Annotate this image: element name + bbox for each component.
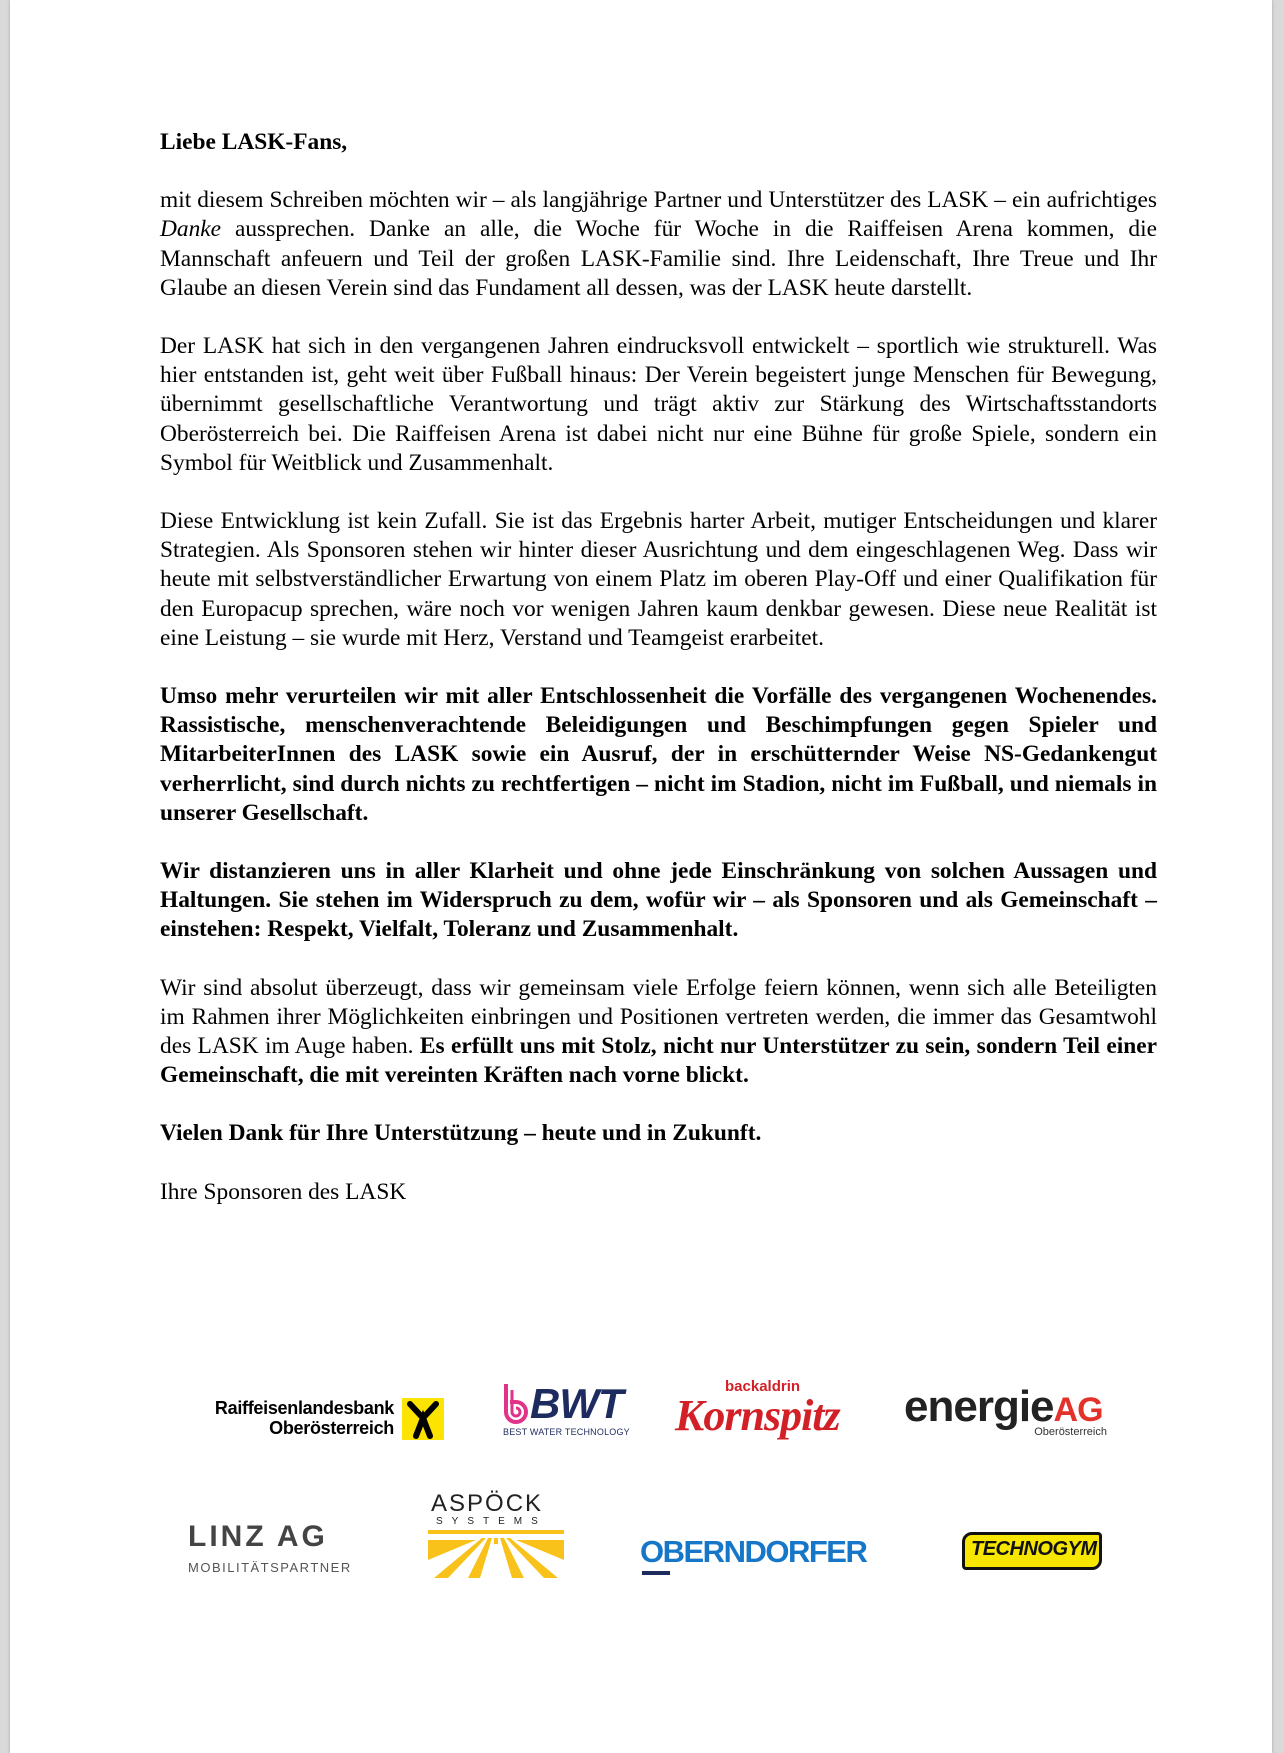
paragraph-6-text-a: Wir sind absolut überzeugt, dass wir gemeinsam viele Erfolge feiern können, wenn sich alle Beteiligten im Rahmen ihrer Möglichkeiten einbringen und Positionen vertreten werden, die immer das Gesamtwohl des LASK im Auge haben. xyxy=(160,974,1157,1060)
paragraph-2: Der LASK hat sich in den vergangenen Jahren eindrucksvoll entwickelt – sportlich wie strukturell. Was hier entstanden ist, geht weit über Fußball hinaus: Der Verein begeistert junge Menschen für Bewegung, übernimmt gesellschaftliche Verantwortung und trägt aktiv zur Stärkung des Wirtschaftsstandorts Oberösterreich bei. Die Raiffeisen Arena ist dabei nicht nur eine Bühne für große Spiele, sondern ein Symbol für Weitblick und Zusammenhalt. xyxy=(160,333,1157,476)
paragraph-5: Wir distanzieren uns in aller Klarheit und ohne jede Einschränkung von solchen Aussagen und Haltungen. Sie stehen im Widerspruch zu dem, wofür wir – als Sponsoren und als Gemeinschaft – einstehen: Respekt, Vielfalt, Toleranz und Zusammenhalt. xyxy=(160,858,1157,943)
paragraph-4: Umso mehr verurteilen wir mit aller Entschlossenheit die Vorfälle des vergangenen Wochenendes. Rassistische, menschenverachtende Beleidigungen und Beschimpfungen gegen Spieler und MitarbeiterInnen des LASK sowie ein Ausruf, der in erschütternder Weise NS-Gedankengut verherrlicht, sind durch nichts zu rechtfertigen – nicht im Stadion, nicht im Fußball, und niemals in unserer Gesellschaft. xyxy=(160,683,1157,826)
technogym-logo xyxy=(962,1532,1102,1570)
raiffeisen-gable-icon xyxy=(402,1398,444,1440)
energie-ag-logo-ag: AG xyxy=(1053,1391,1103,1429)
paragraph-1-emphasis: Danke xyxy=(160,216,222,243)
raiffeisen-logo-line1: Raiffeisenlandesbank xyxy=(214,1398,394,1418)
paragraph-6-text-b: Es erfüllt uns mit Stolz, nicht nur Unterstützer zu sein, sondern Teil einer Gemeinschaft, die mit vereinten Kräften nach vorne blickt. xyxy=(160,1033,1157,1089)
oberndorfer-underline xyxy=(642,1571,670,1575)
document-page xyxy=(10,0,1272,1753)
oberndorfer-logo-word: OBERNDORFER xyxy=(640,1534,867,1569)
linz-ag-logo-word: LINZ AG xyxy=(188,1520,328,1553)
energie-ag-logo-sub: Oberösterreich xyxy=(1034,1426,1107,1438)
paragraph-1-text-a: mit diesem Schreiben möchten wir – als langjährige Partner und Unterstützer des LASK – ein aufrichtiges xyxy=(160,187,1157,214)
raiffeisen-logo xyxy=(176,1396,444,1442)
letter-body xyxy=(160,128,1157,1236)
kornspitz-logo-word: Kornspitz xyxy=(675,1391,840,1440)
paragraph-7: Vielen Dank für Ihre Unterstützung – heute und in Zukunft. xyxy=(160,1120,762,1147)
aspoeck-logo xyxy=(428,1490,564,1578)
energie-ag-logo-energie: energie xyxy=(904,1382,1054,1431)
bwt-logo-word: BWT xyxy=(530,1380,623,1427)
aspoeck-rays-icon xyxy=(428,1530,564,1578)
paragraph-3: Diese Entwicklung ist kein Zufall. Sie ist das Ergebnis harter Arbeit, mutiger Entscheidungen und klarer Strategien. Als Sponsoren stehen wir hinter dieser Ausrichtung und dem eingeschlagenen Weg. Dass wir heute mit selbstverständlicher Erwartung von einem Platz im oberen Play-Off und einer Qualifikation für den Europacup sprechen, wäre noch vor wenigen Jahren kaum denkbar gewesen. Diese neue Realität ist eine Leistung – sie wurde mit Herz, Verstand und Teamgeist erarbeitet. xyxy=(160,508,1157,651)
bwt-logo xyxy=(494,1380,634,1438)
oberndorfer-logo xyxy=(640,1534,880,1574)
energie-ag-logo-word xyxy=(904,1382,1103,1432)
energie-ag-logo xyxy=(904,1382,1119,1442)
paragraph-1 xyxy=(160,186,1157,303)
paragraph-1-text-b: aussprechen. Danke an alle, die Woche für Woche in die Raiffeisen Arena kommen, die Mannschaft anfeuern und Teil der großen LASK-Familie sind. Ihre Leidenschaft, Ihre Treue und Ihr Glaube an diesen Verein sind das Fundament all dessen, was der LASK heute darstellt. xyxy=(160,216,1157,301)
linz-ag-logo xyxy=(188,1520,358,1580)
salutation: Liebe LASK-Fans, xyxy=(160,129,348,155)
paragraph-6 xyxy=(160,974,1157,1091)
aspoeck-logo-word: ASPÖCK xyxy=(431,1490,544,1517)
bwt-drop-icon xyxy=(500,1382,530,1431)
closing: Ihre Sponsoren des LASK xyxy=(160,1178,407,1205)
linz-ag-logo-sub: MOBILITÄTSPARTNER xyxy=(188,1560,352,1575)
technogym-logo-word: TECHNOGYM xyxy=(971,1538,1097,1560)
bwt-logo-tagline: BEST WATER TECHNOLOGY xyxy=(503,1427,630,1437)
aspoeck-logo-sub: SYSTEMS xyxy=(436,1516,547,1527)
kornspitz-logo-top: backaldrin xyxy=(725,1378,801,1395)
kornspitz-logo xyxy=(675,1378,865,1438)
raiffeisen-logo-line2: Oberösterreich xyxy=(269,1418,394,1438)
